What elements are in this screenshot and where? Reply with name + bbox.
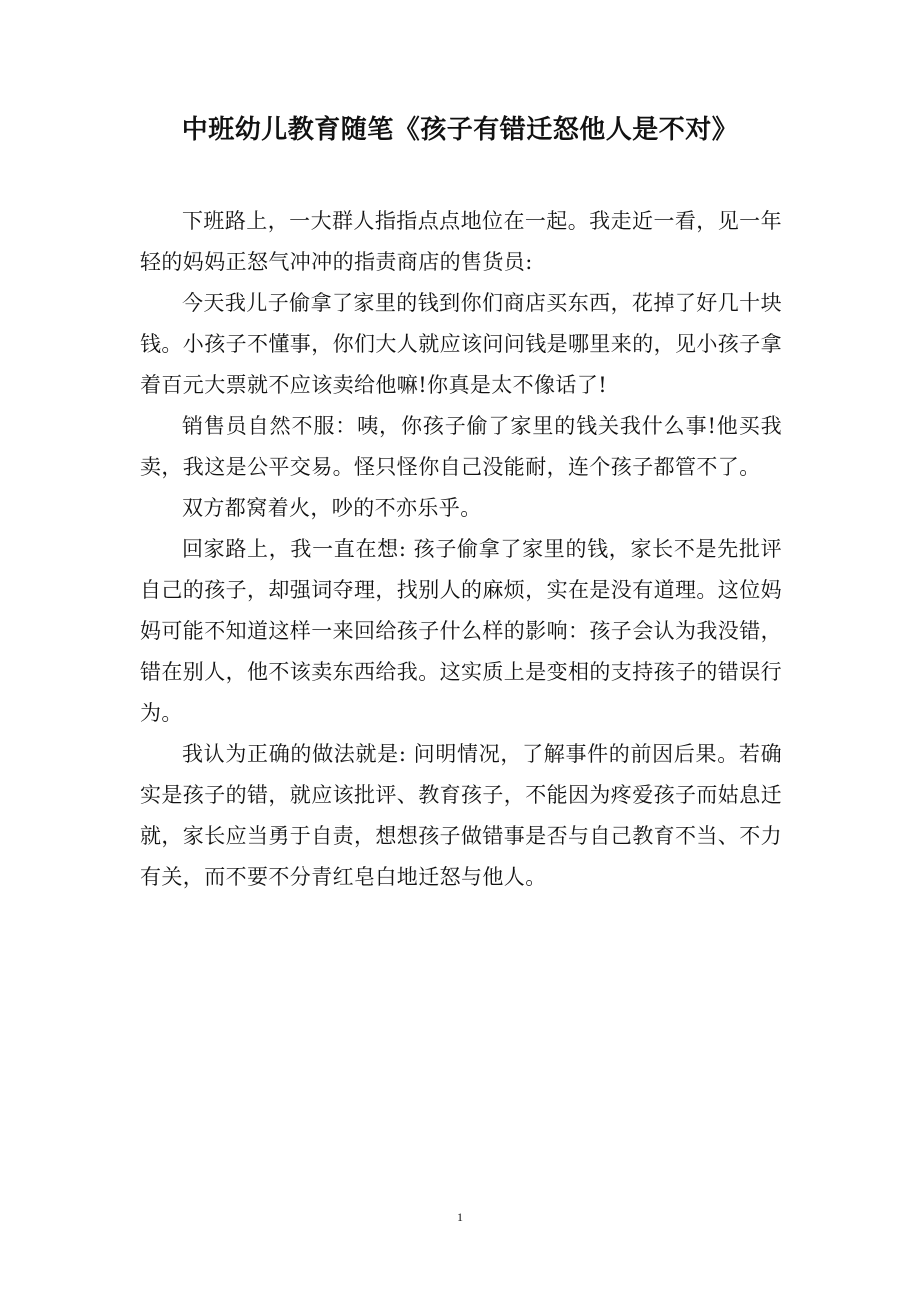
- paragraph-4: 双方都窝着火，吵的不亦乐乎。: [182, 496, 482, 520]
- document-body: [140, 201, 782, 898]
- document-title: 中班幼儿教育随笔《孩子有错迁怒他人是不对》: [181, 115, 739, 145]
- paragraph-5: 回家路上，我一直在想: 孩子偷拿了家里的钱，家长不是先批评自己的孩子，却强词夺理，找别人的麻烦，实在是没有道理。这位妈妈可能不知道这样一来回给孩子什么样的影响：孩子会认为我没错，错在别人，他不该卖东西给我。这实质上是变相的支持孩子的错误行为。: [140, 537, 782, 725]
- paragraph-6: 我认为正确的做法就是: 问明情况，了解事件的前因后果。若确实是孩子的错，就应该批评、教育孩子，不能因为疼爱孩子而姑息迁就，家长应当勇于自责，想想孩子做错事是否与自己教育不当、不力有关，而不要不分青红皂白地迁怒与他人。: [140, 742, 782, 889]
- paragraph-1: 下班路上，一大群人指指点点地位在一起。我走近一看，见一年轻的妈妈正怒气冲冲的指责商店的售货员:: [140, 209, 782, 274]
- paragraph-2: 今天我儿子偷拿了家里的钱到你们商店买东西，花掉了好几十块钱。小孩子不懂事，你们大人就应该问问钱是哪里来的，见小孩子拿着百元大票就不应该卖给他嘛!你真是太不像话了!: [140, 291, 782, 397]
- page-number: 1: [457, 1210, 463, 1224]
- paragraph-3: 销售员自然不服：咦，你孩子偷了家里的钱关我什么事!他买我卖，我这是公平交易。怪只怪你自己没能耐，连个孩子都管不了。: [140, 414, 782, 479]
